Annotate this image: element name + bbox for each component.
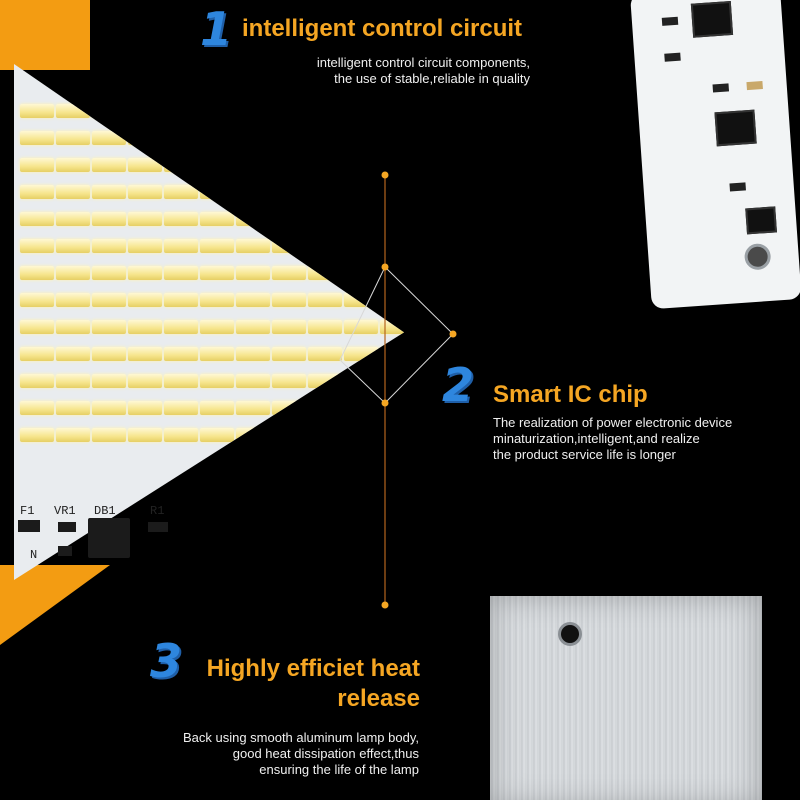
led-chip <box>128 104 162 118</box>
led-chip <box>92 212 126 226</box>
led-chip <box>380 374 414 388</box>
led-chip <box>236 104 270 118</box>
led-chip <box>128 374 162 388</box>
led-chip <box>164 401 198 415</box>
led-chip <box>56 347 90 361</box>
led-chip <box>20 185 54 199</box>
led-chip <box>92 347 126 361</box>
led-chip <box>344 266 378 280</box>
smd-component <box>729 182 746 191</box>
feature-3-line: Back using smooth aluminum lamp body, <box>182 730 419 745</box>
led-chip <box>272 347 306 361</box>
led-chip <box>308 401 342 415</box>
feature-3-description <box>140 730 419 778</box>
led-chip <box>200 104 234 118</box>
led-chip <box>380 104 414 118</box>
led-chip <box>20 104 54 118</box>
resistor-component <box>148 522 168 532</box>
led-chip <box>164 131 198 145</box>
led-grid <box>20 104 410 442</box>
board-component-labels <box>14 500 174 570</box>
led-chip <box>164 266 198 280</box>
led-chip <box>164 347 198 361</box>
transistor-component <box>745 206 777 234</box>
led-chip <box>308 428 342 442</box>
led-chip <box>128 131 162 145</box>
led-chip <box>344 320 378 334</box>
led-chip <box>308 239 342 253</box>
led-chip <box>272 374 306 388</box>
led-chip <box>128 401 162 415</box>
led-chip <box>272 185 306 199</box>
led-chip <box>236 131 270 145</box>
led-chip <box>20 158 54 172</box>
led-chip <box>128 293 162 307</box>
connector-dot <box>382 602 389 609</box>
led-chip <box>236 239 270 253</box>
led-chip <box>308 293 342 307</box>
led-chip <box>380 239 414 253</box>
led-chip <box>236 293 270 307</box>
led-chip <box>272 104 306 118</box>
led-chip <box>56 266 90 280</box>
smd-component <box>713 83 730 92</box>
led-chip <box>20 293 54 307</box>
led-chip <box>308 347 342 361</box>
label-n: N <box>30 548 38 562</box>
led-chip <box>164 185 198 199</box>
led-chip <box>164 320 198 334</box>
led-chip <box>200 401 234 415</box>
label-r1: R1 <box>150 504 165 518</box>
led-chip <box>236 401 270 415</box>
number-three-icon: 3 <box>150 634 183 688</box>
led-chip <box>380 131 414 145</box>
led-chip <box>380 293 414 307</box>
led-chip <box>56 401 90 415</box>
led-chip <box>56 158 90 172</box>
led-chip <box>56 428 90 442</box>
led-chip <box>272 212 306 226</box>
led-chip <box>128 239 162 253</box>
led-chip <box>200 374 234 388</box>
label-db1: DB1 <box>94 504 116 518</box>
led-chip <box>308 158 342 172</box>
led-chip <box>272 239 306 253</box>
feature-2-line: The realization of power electronic device <box>493 415 733 430</box>
led-chip <box>308 212 342 226</box>
led-chip <box>344 212 378 226</box>
led-chip <box>344 293 378 307</box>
led-chip <box>92 185 126 199</box>
led-chip <box>20 131 54 145</box>
led-chip <box>200 293 234 307</box>
led-chip <box>380 266 414 280</box>
feature-3-heading-line: release <box>337 685 420 712</box>
led-chip <box>56 293 90 307</box>
led-chip <box>92 104 126 118</box>
number-one-icon: 1 <box>200 2 233 56</box>
smd-component <box>746 81 763 90</box>
led-chip <box>344 401 378 415</box>
led-chip <box>380 185 414 199</box>
led-chip <box>272 266 306 280</box>
feature-1-description <box>250 55 530 87</box>
led-chip <box>128 212 162 226</box>
feature-3-line: ensuring the life of the lamp <box>259 762 419 777</box>
feature-3-heading-line: Highly efficiet heat <box>206 655 420 682</box>
led-chip <box>20 374 54 388</box>
led-chip <box>20 428 54 442</box>
led-chip <box>92 293 126 307</box>
led-chip <box>344 131 378 145</box>
led-chip <box>128 185 162 199</box>
led-chip <box>56 185 90 199</box>
bridge-rectifier-component <box>88 518 130 558</box>
fuse-component <box>18 520 40 532</box>
led-chip <box>236 185 270 199</box>
led-chip <box>200 212 234 226</box>
led-chip <box>344 158 378 172</box>
led-chip <box>380 320 414 334</box>
label-f1: F1 <box>20 504 35 518</box>
feature-2-description <box>493 415 793 463</box>
led-chip <box>56 239 90 253</box>
feature-2-line: the product service life is longer <box>493 447 676 462</box>
led-chip <box>236 428 270 442</box>
feature-1-heading: intelligent control circuit <box>242 15 523 42</box>
led-chip <box>128 266 162 280</box>
led-chip <box>20 266 54 280</box>
led-chip <box>128 158 162 172</box>
led-chip <box>164 158 198 172</box>
control-circuit-board-image <box>630 0 800 309</box>
led-chip <box>20 320 54 334</box>
led-chip <box>272 158 306 172</box>
led-chip <box>164 104 198 118</box>
led-chip <box>164 212 198 226</box>
connector-dot <box>450 331 457 338</box>
led-chip <box>56 320 90 334</box>
led-chip <box>344 185 378 199</box>
connector-dot <box>382 400 389 407</box>
led-chip <box>164 239 198 253</box>
led-chip <box>164 293 198 307</box>
led-chip <box>344 104 378 118</box>
led-chip <box>308 131 342 145</box>
led-chip <box>308 266 342 280</box>
led-chip <box>92 131 126 145</box>
led-chip <box>200 266 234 280</box>
led-chip <box>200 320 234 334</box>
led-chip <box>200 158 234 172</box>
mounting-hole-icon <box>744 243 772 271</box>
led-chip <box>308 104 342 118</box>
aluminum-plate-image <box>490 596 762 800</box>
led-chip <box>272 131 306 145</box>
led-chip <box>56 131 90 145</box>
led-chip <box>236 158 270 172</box>
led-chip <box>20 212 54 226</box>
connector-dot <box>382 172 389 179</box>
number-two-icon: 2 <box>442 358 475 412</box>
led-chip <box>380 212 414 226</box>
led-chip <box>380 347 414 361</box>
led-chip <box>92 320 126 334</box>
feature-2-line: minaturization,intelligent,and realize <box>493 431 700 446</box>
led-chip <box>236 212 270 226</box>
led-chip <box>92 239 126 253</box>
led-chip <box>308 185 342 199</box>
smd-component <box>662 17 679 26</box>
led-chip <box>200 347 234 361</box>
led-chip <box>92 158 126 172</box>
led-chip <box>272 428 306 442</box>
smd-component <box>664 53 681 62</box>
led-chip <box>20 347 54 361</box>
ic-chip-2 <box>714 110 756 147</box>
led-chip <box>164 428 198 442</box>
varistor-component <box>58 522 76 532</box>
led-chip <box>128 347 162 361</box>
led-chip <box>380 401 414 415</box>
feature-1-line: intelligent control circuit components, <box>316 55 530 70</box>
led-chip <box>308 320 342 334</box>
led-chip <box>200 428 234 442</box>
led-chip <box>236 374 270 388</box>
feature-3-heading <box>180 654 420 714</box>
led-chip <box>200 239 234 253</box>
feature-2-heading: Smart IC chip <box>493 381 648 408</box>
led-chip <box>200 185 234 199</box>
led-chip <box>344 374 378 388</box>
led-chip <box>56 104 90 118</box>
ic-chip-1 <box>691 1 733 38</box>
led-chip <box>236 266 270 280</box>
led-chip <box>272 293 306 307</box>
feature-1-line: the use of stable,reliable in quality <box>334 71 530 86</box>
label-vr1: VR1 <box>54 504 76 518</box>
led-chip <box>128 428 162 442</box>
led-chip <box>380 158 414 172</box>
led-chip <box>56 374 90 388</box>
led-chip <box>128 320 162 334</box>
led-chip <box>380 428 414 442</box>
led-chip <box>20 401 54 415</box>
led-chip <box>344 428 378 442</box>
led-chip <box>344 347 378 361</box>
led-chip <box>200 131 234 145</box>
connector-dot <box>382 264 389 271</box>
led-chip <box>20 239 54 253</box>
led-chip <box>236 347 270 361</box>
led-chip <box>92 266 126 280</box>
led-chip <box>92 401 126 415</box>
led-chip <box>164 374 198 388</box>
led-chip <box>92 428 126 442</box>
small-component <box>58 546 72 556</box>
orange-accent-top <box>0 0 90 70</box>
feature-3-line: good heat dissipation effect,thus <box>232 746 419 761</box>
led-chip <box>236 320 270 334</box>
led-chip <box>56 212 90 226</box>
led-chip <box>308 374 342 388</box>
led-chip <box>344 239 378 253</box>
led-chip <box>272 401 306 415</box>
led-chip <box>272 320 306 334</box>
mounting-hole-icon <box>558 622 582 646</box>
led-chip <box>92 374 126 388</box>
